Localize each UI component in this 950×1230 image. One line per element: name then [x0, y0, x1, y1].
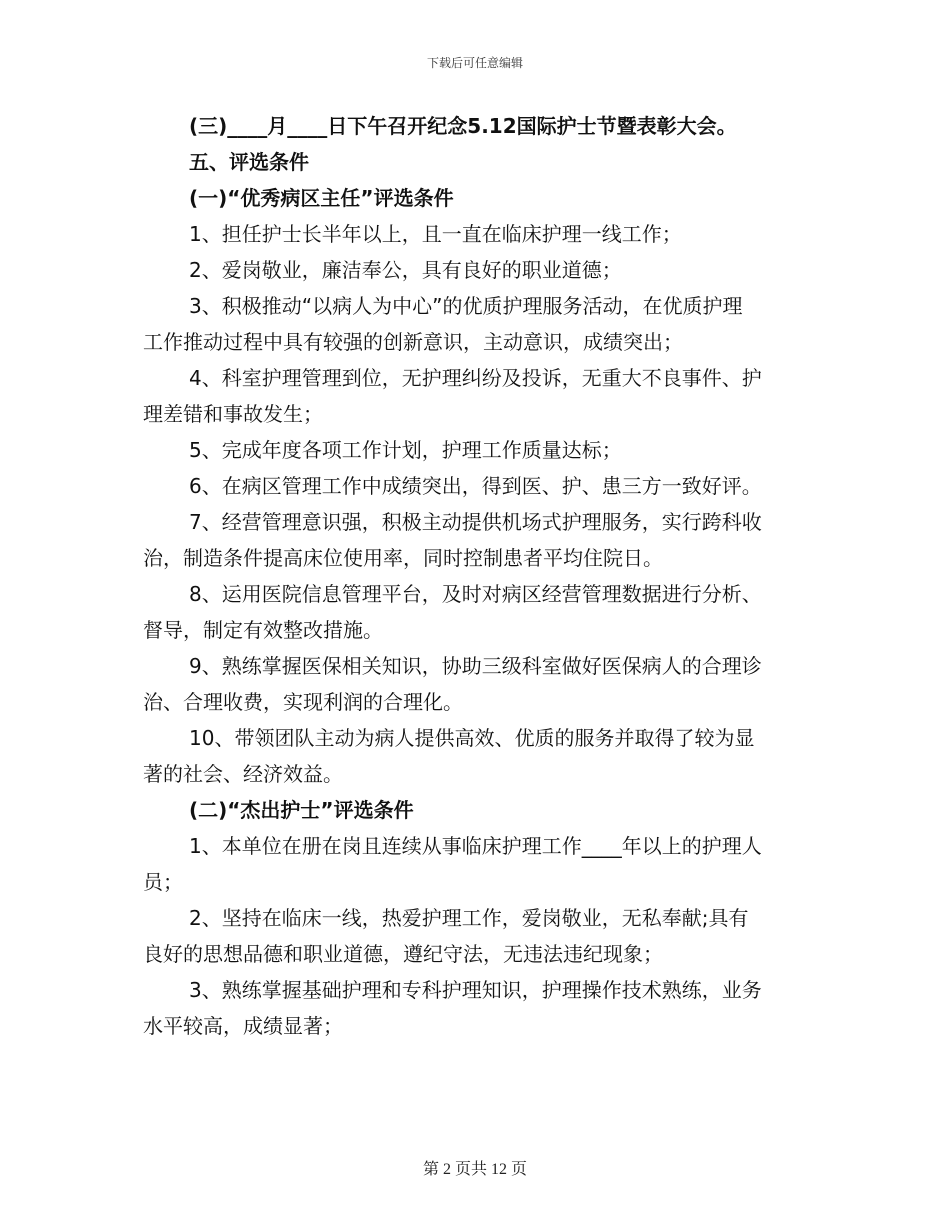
- section-heading: (三)____月____日下午召开纪念5.12国际护士节暨表彰大会。: [189, 114, 737, 138]
- paragraph-line: 2、坚持在临床一线，热爱护理工作，爱岗敬业，无私奉献;具有: [189, 906, 749, 930]
- paragraph-line: 3、熟练掌握基础护理和专科护理知识，护理操作技术熟练，业务: [189, 978, 762, 1002]
- paragraph-line: 5、完成年度各项工作计划，护理工作质量达标；: [189, 438, 622, 462]
- paragraph-line: 8、运用医院信息管理平台，及时对病区经营管理数据进行分析、: [189, 582, 762, 606]
- section-heading: 五、评选条件: [189, 150, 309, 174]
- page-footer: 第 2 页共 12 页: [422, 1161, 527, 1178]
- page-header: 下载后可任意编辑: [426, 56, 523, 70]
- paragraph-line: 员；: [143, 870, 183, 894]
- paragraph-line: 1、担任护士长半年以上，且一直在临床护理一线工作；: [189, 222, 682, 246]
- paragraph-line: 水平较高，成绩显著；: [143, 1014, 343, 1038]
- paragraph-line: 治，制造条件提高床位使用率，同时控制患者平均住院日。: [143, 546, 663, 570]
- paragraph-line: 3、积极推动“以病人为中心”的优质护理服务活动，在优质护理: [189, 294, 743, 318]
- paragraph-line: 1、本单位在册在岗且连续从事临床护理工作____年以上的护理人: [189, 834, 762, 858]
- paragraph-line: 理差错和事故发生；: [143, 402, 323, 426]
- paragraph-line: 4、科室护理管理到位，无护理纠纷及投诉，无重大不良事件、护: [189, 366, 762, 390]
- document-body: [143, 108, 811, 1044]
- paragraph-line: 9、熟练掌握医保相关知识，协助三级科室做好医保病人的合理诊: [189, 654, 762, 678]
- paragraph-line: 督导，制定有效整改措施。: [143, 618, 383, 642]
- paragraph-line: 良好的思想品德和职业道德，遵纪守法，无违法违纪现象；: [143, 942, 663, 966]
- paragraph-line: 6、在病区管理工作中成绩突出，得到医、护、患三方一致好评。: [189, 474, 762, 498]
- paragraph-line: 治、合理收费，实现利润的合理化。: [143, 690, 463, 714]
- paragraph-line: 7、经营管理意识强，积极主动提供机场式护理服务，实行跨科收: [189, 510, 762, 534]
- paragraph-line: 2、爱岗敬业，廉洁奉公，具有良好的职业道德；: [189, 258, 622, 282]
- paragraph-line: 著的社会、经济效益。: [143, 762, 343, 786]
- paragraph-line: 10、带领团队主动为病人提供高效、优质的服务并取得了较为显: [189, 726, 755, 750]
- paragraph-line: 工作推动过程中具有较强的创新意识，主动意识，成绩突出；: [143, 330, 683, 354]
- section-heading: (二)“杰出护士”评选条件: [189, 798, 414, 822]
- section-heading: (一)“优秀病区主任”评选条件: [189, 186, 454, 210]
